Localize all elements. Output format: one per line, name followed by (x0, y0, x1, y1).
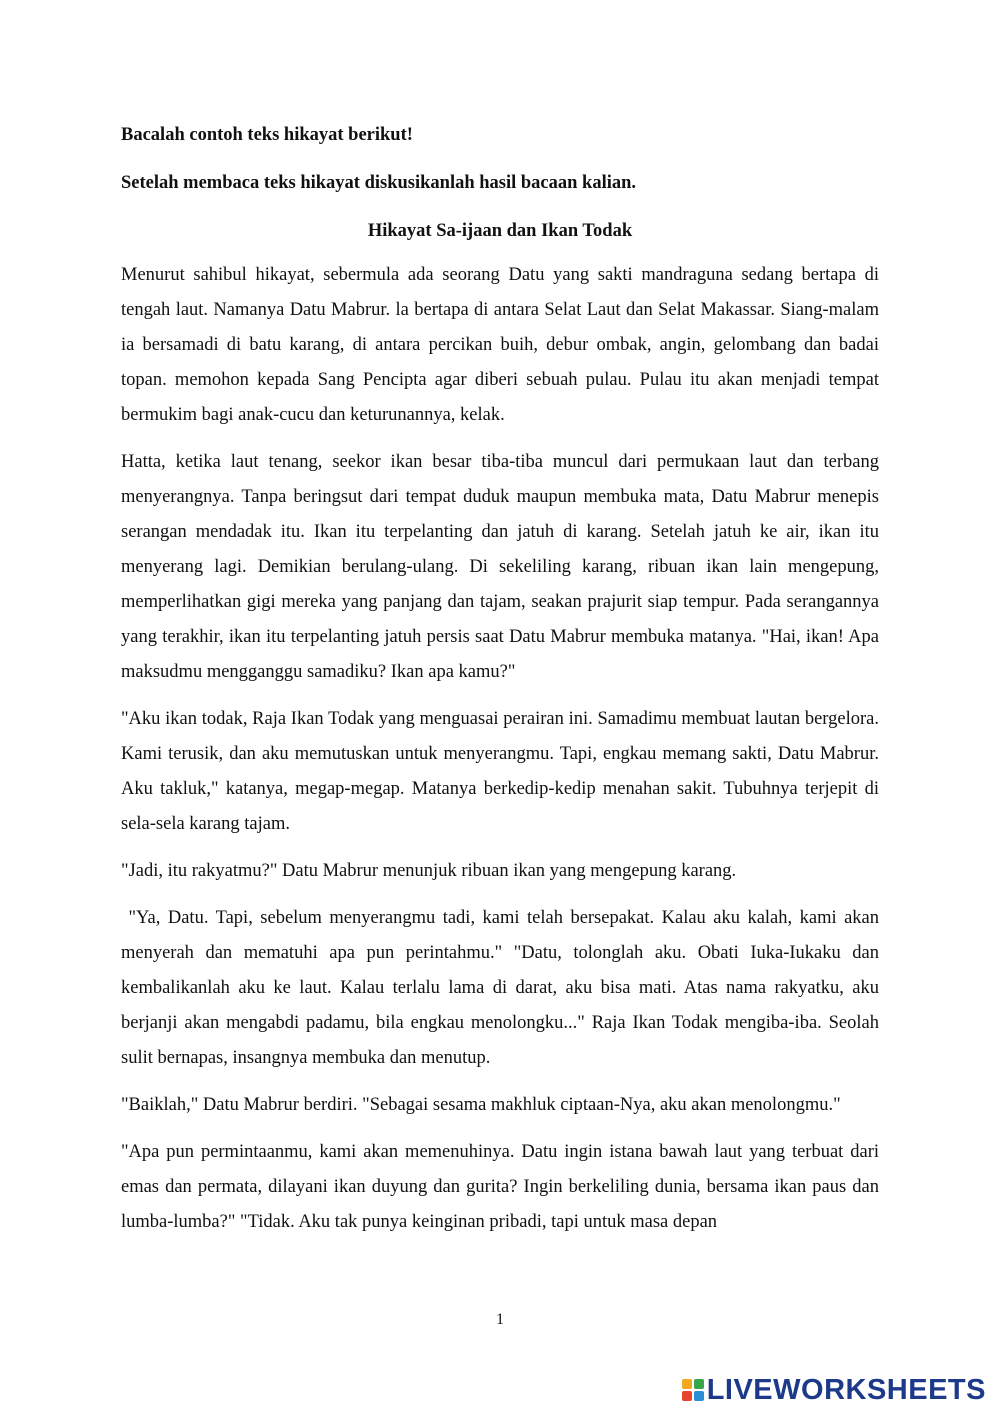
liveworksheets-logo[interactable] (682, 1374, 986, 1406)
paragraph: "Baiklah," Datu Mabrur berdiri. "Sebagai sesama makhluk ciptaan-Nya, aku akan menolongmu." (121, 1095, 841, 1115)
logo-squares-icon (682, 1379, 704, 1401)
brand-name: LIVEWORKSHEETS (706, 1373, 986, 1406)
paragraph: "Jadi, itu rakyatmu?" Datu Mabrur menunjuk ribuan ikan yang mengepung karang. (121, 861, 737, 881)
paragraph: "Aku ikan todak, Raja Ikan Todak yang menguasai perairan ini. Samadimu membuat lautan bergelora. Kami terusik, dan aku memutuskan untuk menyerangmu. Tapi, engkau memang sakti, Datu Mabrur. Aku takluk," katanya, megap-megap. Matanya berkedip-kedip menahan sakit. Tubuhnya terjepit di sela-sela karang tajam. (121, 709, 879, 834)
paragraph: Menurut sahibul hikayat, sebermula ada seorang Datu yang sakti mandraguna sedang bertapa di tengah laut. Namanya Datu Mabrur. la bertapa di antara Selat Laut dan Selat Makassar. Siang-malam ia bersamadi di batu karang, di antara percikan buih, debur ombak, angin, gelombang dan badai topan. memohon kepada Sang Pencipta agar diberi sebuah pulau. Pulau itu akan menjadi tempat bermukim bagi anak-cucu dan keturunannya, kelak. (121, 265, 879, 425)
story-title: Hikayat Sa-ijaan dan Ikan Todak (367, 221, 633, 241)
document-body (121, 118, 884, 1252)
paragraph: "Ya, Datu. Tapi, sebelum menyerangmu tadi, kami telah bersepakat. Kalau aku kalah, kami akan menyerah dan mematuhi apa pun perintahmu." "Datu, tolonglah aku. Obati Iuka-Iukaku dan kembalikanlah aku ke laut. Kalau terlalu lama di darat, aku bisa mati. Atas nama rakyatku, aku berjanji akan mengabdi padamu, bila engkau menolongku..." Raja Ikan Todak mengiba-iba. Seolah sulit bernapas, insangnya membuka dan menutup. (121, 908, 884, 1068)
page-number: 1 (496, 1311, 504, 1328)
instruction-read: Bacalah contoh teks hikayat berikut! (121, 125, 413, 145)
paragraph: Hatta, ketika laut tenang, seekor ikan besar tiba-tiba muncul dari permukaan laut dan terbang menyerangnya. Tanpa beringsut dari tempat duduk maupun membuka mata, Datu Mabrur menepis serangan mendadak itu. Ikan itu terpelanting dan jatuh di karang. Setelah jatuh ke air, ikan itu menyerang lagi. Demikian berulang-ulang. Di sekeliling karang, ribuan ikan lain mengepung, memperlihatkan gigi mereka yang panjang dan tajam, seakan prajurit siap tempur. Pada serangannya yang terakhir, ikan itu terpelanting jatuh persis saat Datu Mabrur membuka matanya. "Hai, ikan! Apa maksudmu mengganggu samadiku? Ikan apa kamu?" (121, 452, 879, 682)
paragraph: "Apa pun permintaanmu, kami akan memenuhinya. Datu ingin istana bawah laut yang terbuat dari emas dan permata, dilayani ikan duyung dan gurita? Ingin berkeliling dunia, bersama ikan paus dan lumba-lumba?" "Tidak. Aku tak punya keinginan pribadi, tapi untuk masa depan (121, 1142, 879, 1232)
instruction-discuss: Setelah membaca teks hikayat diskusikanlah hasil bacaan kalian. (121, 173, 637, 193)
